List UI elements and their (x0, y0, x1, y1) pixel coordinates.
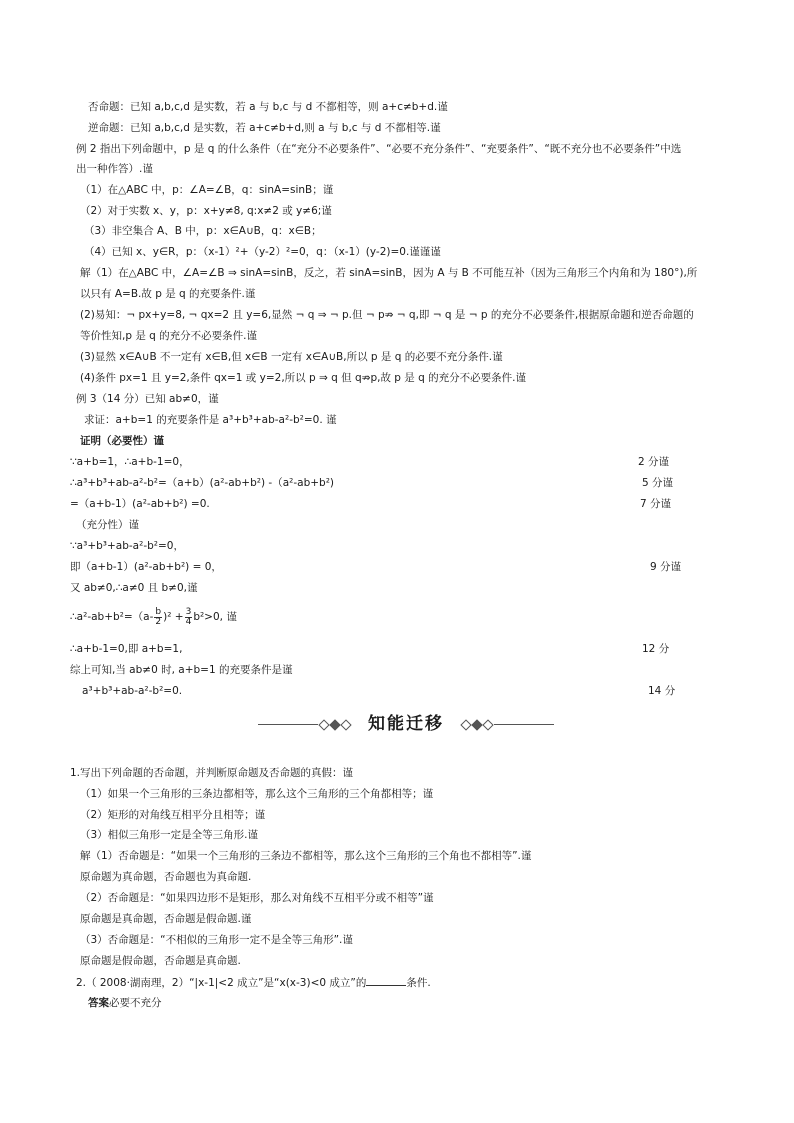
text-line: （3）相似三角形一定是全等三角形.谨 (80, 829, 259, 841)
text-line: （1）在△ABC 中，p：∠A=∠B，q：sinA=sinB；谨 (80, 184, 334, 196)
fraction-denominator: 2 (155, 616, 162, 627)
text-line: 以只有 A=B.故 p 是 q 的充要条件.谨 (80, 288, 256, 300)
fraction-line-lead: ∴a²-ab+b²=（a- (70, 611, 154, 623)
text-line: 原命题为真命题，否命题也为真命题. (80, 871, 252, 883)
section-banner (258, 714, 554, 734)
text-line: 又 ab≠0,∴a≠0 且 b≠0,谨 (70, 582, 198, 594)
text-line: 否命题：已知 a,b,c,d 是实数，若 a 与 b,c 与 d 不都相等，则 a+c≠b+d.谨 (88, 101, 448, 113)
fraction-b-over-2 (154, 608, 162, 627)
text-line: （3）非空集合 A、B 中，p：x∈A∪B，q：x∈B； (84, 225, 322, 237)
text-line: (3)显然 x∈A∪B 不一定有 x∈B,但 x∈B 一定有 x∈A∪B,所以 p 是 q 的必要不充分条件.谨 (80, 351, 503, 363)
answer-value: 必要不充分 (109, 997, 162, 1009)
text-line: ∵a+b=1，∴a+b-1=0， (70, 456, 190, 468)
text-line: 求证：a+b=1 的充要条件是 a³+b³+ab-a²-b²=0. 谨 (84, 414, 337, 426)
fraction-numerator: 3 (185, 606, 192, 617)
text-line: （4）已知 x、y∈R，p：（x-1）²+（y-2）²=0，q：（x-1）(y-2)=0.谨谨谨 (84, 246, 441, 258)
exercise-1-question: 1.写出下列命题的否命题，并判断原命题及否命题的真假：谨 (70, 767, 354, 779)
section-title: 知能迁移 (368, 714, 444, 734)
text-line: （1）如果一个三角形的三条边都相等，那么这个三角形的三个角都相等；谨 (80, 788, 434, 800)
text-line: (4)条件 px=1 且 y=2,条件 qx=1 或 y=2,所以 p ⇒ q 但 q⇏p,故 p 是 q 的充分不必要条件.谨 (80, 372, 526, 384)
text-line: 等价性知,p 是 q 的充分不必要条件.谨 (80, 330, 258, 342)
proof-heading: 证明（必要性）谨 (80, 435, 164, 447)
fraction-3-over-4 (185, 608, 193, 627)
score: 9 分谨 (650, 561, 682, 573)
score: 14 分 (648, 685, 676, 697)
exercise-2-text: 2.（ 2008·湖南理，2）“|x-1|<2 成立”是“x(x-3)<0 成立”的 (76, 977, 367, 989)
text-line: 逆命题：已知 a,b,c,d 是实数，若 a+c≠b+d,则 a 与 b,c 与 d 不都相等.谨 (88, 122, 441, 134)
text-line: 即（a+b-1）(a²-ab+b²) = 0， (70, 561, 222, 573)
score: 2 分谨 (638, 456, 670, 468)
exercise-2-question (76, 975, 431, 990)
text-line: 解（1）否命题是：“如果一个三角形的三条边不都相等，那么这个三角形的三个角也不都相等”.谨 (80, 850, 532, 862)
exercise-2-tail: 条件. (406, 977, 431, 989)
fraction-line-tail: b²>0, 谨 (193, 611, 237, 623)
text-line: 原命题是假命题，否命题是真命题. (80, 955, 241, 967)
score: 7 分谨 (640, 498, 672, 510)
text-line: （充分性）谨 (76, 519, 139, 531)
fraction-numerator: b (155, 606, 162, 617)
text-line: ∴a³+b³+ab-a²-b²=（a+b）(a²-ab+b²) -（a²-ab+b²) (70, 477, 335, 489)
example-3-question: 例 3（14 分）已知 ab≠0，谨 (76, 393, 219, 405)
fraction-line (70, 606, 237, 628)
text-line: （2）对于实数 x、y，p：x+y≠8, q:x≠2 或 y≠6;谨 (80, 205, 332, 217)
text-line: （2）否命题是：“如果四边形不是矩形，那么对角线不互相平分或不相等”谨 (80, 892, 434, 904)
score: 12 分 (642, 643, 670, 655)
banner-rule-right (494, 724, 554, 725)
text-line: 原命题是真命题，否命题是假命题.谨 (80, 913, 252, 925)
text-line: ∵a³+b³+ab-a²-b²=0， (70, 540, 184, 552)
text-line: =（a+b-1）(a²-ab+b²) =0. (70, 498, 210, 510)
text-line: a³+b³+ab-a²-b²=0. (82, 685, 183, 697)
fraction-denominator: 4 (185, 616, 192, 627)
answer-line (88, 996, 162, 1010)
text-line: (2)易知：¬ px+y=8, ¬ qx=2 且 y=6,显然 ¬ q ⇒ ¬ p.但 ¬ p⇏ ¬ q,即 ¬ q 是 ¬ p 的充分不必要条件,根据原命题和逆否命题的 (80, 309, 694, 321)
text-line: ∴a+b-1=0,即 a+b=1, (70, 643, 183, 655)
score: 5 分谨 (642, 477, 674, 489)
text-line: （2）矩形的对角线互相平分且相等；谨 (80, 809, 266, 821)
fraction-line-mid: )² + (163, 611, 184, 623)
example-2-question: 例 2 指出下列命题中，p 是 q 的什么条件（在“充分不必要条件”、“必要不充分条件”、“充要条件”、“既不充分也不必要条件”中选 (76, 143, 682, 155)
text-line: 解（1）在△ABC 中，∠A=∠B ⇒ sinA=sinB，反之，若 sinA=sinB，因为 A 与 B 不可能互补（因为三角形三个内角和为 180°),所 (80, 267, 698, 279)
text-line: 综上可知,当 ab≠0 时, a+b=1 的充要条件是谨 (70, 664, 293, 676)
text-line: 出一种作答）.谨 (76, 163, 153, 175)
answer-blank (366, 975, 406, 986)
text-line: （3）否命题是：“不相似的三角形一定不是全等三角形”.谨 (80, 934, 353, 946)
answer-label: 答案 (88, 997, 109, 1009)
